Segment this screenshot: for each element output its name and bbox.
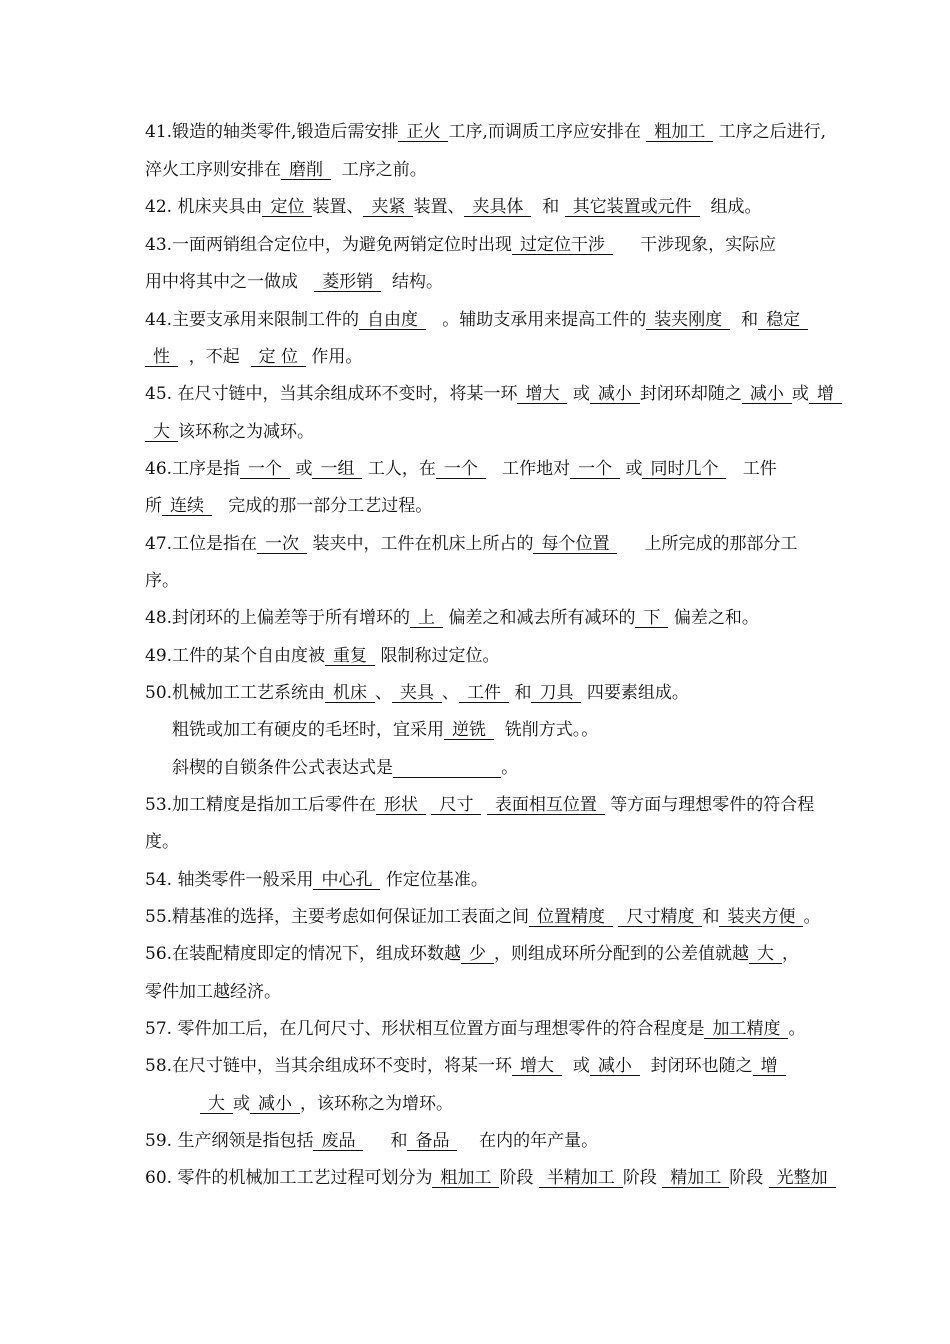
text-segment: 结构。 (381, 272, 444, 292)
text-segment: 工序,而调质工序应安排在 (448, 122, 647, 142)
fill-in-answer: 连续 (162, 497, 212, 516)
text-segment: 或 (290, 459, 313, 479)
text-line (145, 197, 761, 217)
text-line (145, 907, 820, 927)
fill-in-answer: 大 (145, 423, 178, 442)
text-segment: 封闭环却随之 (639, 384, 742, 404)
text-segment: 阶段 (729, 1168, 769, 1188)
text-line (145, 496, 432, 516)
text-line (145, 1019, 805, 1039)
text-segment: 60. 零件的机械加工工艺过程可划分为 (145, 1168, 433, 1188)
text-segment: 淬火工序则安排在 (145, 160, 281, 180)
text-segment: 或 (567, 384, 590, 404)
fill-in-answer: 重复 (325, 647, 375, 666)
fill-in-answer: 粗加工 (432, 1169, 499, 1188)
text-segment: 和 (531, 197, 565, 217)
fill-in-answer: 下 (635, 609, 668, 628)
text-segment: 。辅助支承用来提高工件的 (426, 310, 647, 330)
text-segment: 41.锻造的轴类零件,锻造后需安排 (145, 122, 399, 142)
blank-underline (393, 759, 501, 778)
text-segment: 装置、 (312, 197, 364, 217)
text-segment: 55.精基准的选择，主要考虑如何保证加工表面之间 (145, 907, 530, 927)
text-segment: 、 (375, 683, 393, 703)
text-line (145, 795, 814, 815)
fill-in-answer: 夹紧 (363, 198, 413, 217)
text-segment: 完成的那一部分工艺过程。 (212, 496, 433, 516)
text-line (145, 272, 443, 292)
fill-in-answer: 大 (200, 1095, 233, 1114)
fill-in-answer: 位置精度 (529, 908, 613, 927)
fill-in-answer: 一个 (240, 460, 290, 479)
text-segment: ，不起 (178, 347, 251, 367)
text-segment: 47.工位是指在 (145, 534, 258, 554)
text-segment: 56.在装配精度即定的情况下，组成环数越 (145, 944, 462, 964)
text-segment: 工作地对 (485, 459, 571, 479)
text-segment: 49.工件的某个自由度被 (145, 646, 326, 666)
text-line (145, 646, 499, 666)
text-segment: 上所完成的那部分工 (617, 534, 798, 554)
text-segment: 封闭环也随之 (639, 1056, 753, 1076)
fill-in-answer: 减小 (590, 385, 640, 404)
text-segment: 工序之后进行, (713, 122, 827, 142)
fill-in-answer: 一次 (257, 535, 307, 554)
fill-in-answer: 废品 (313, 1132, 363, 1151)
fill-in-answer: 定 位 (251, 348, 306, 367)
text-segment: 用中将其中之一做成 (145, 272, 315, 292)
text-segment: 43.一面两销组合定位中，为避免两销定位时出现 (145, 235, 513, 255)
fill-in-answer: 夹具体 (464, 198, 531, 217)
text-segment: 在内的年产量。 (457, 1131, 599, 1151)
fill-in-answer: 一组 (312, 460, 362, 479)
text-segment: 序。 (145, 571, 179, 591)
text-segment: 46.工序是指 (145, 459, 241, 479)
fill-in-answer: 同时几个 (642, 460, 726, 479)
fill-in-answer: 减小 (250, 1095, 300, 1114)
text-segment: 阶段 (499, 1168, 539, 1188)
fill-in-answer: 菱形销 (314, 273, 381, 292)
fill-in-answer: 稳定 (758, 311, 808, 330)
text-segment: 干涉现象，实际应 (613, 235, 777, 255)
text-segment: 斜楔的自锁条件公式表达式是 (172, 758, 393, 778)
text-segment: 限制称过定位。 (375, 646, 500, 666)
text-segment: 偏差之和。 (668, 608, 759, 628)
fill-in-answer: 增大 (517, 385, 567, 404)
text-segment: 。 (501, 758, 519, 778)
text-segment: 或 (233, 1094, 250, 1114)
text-segment: 零件加工越经济。 (145, 982, 281, 1002)
text-segment: 所 (145, 496, 162, 516)
text-segment: 59. 生产纲领是指包括 (145, 1131, 314, 1151)
fill-in-answer: 尺寸精度 (618, 908, 702, 927)
fill-in-answer: 少 (461, 945, 494, 964)
fill-in-answer: 性 (145, 348, 178, 367)
text-segment: 作用。 (306, 347, 363, 367)
text-segment: 度。 (145, 832, 179, 852)
fill-in-answer: 过定位干涉 (512, 236, 613, 255)
fill-in-answer: 定位 (262, 198, 312, 217)
text-line (172, 720, 598, 740)
fill-in-answer: 磨削 (281, 161, 331, 180)
text-line (145, 459, 777, 479)
text-line (145, 384, 842, 404)
text-line (145, 310, 808, 330)
fill-in-answer: 每个位置 (533, 535, 617, 554)
text-segment: 58.在尺寸链中，当其余组成环不变时，将某一环 (145, 1056, 513, 1076)
fill-in-answer: 中心孔 (313, 871, 380, 890)
text-segment: 、 (442, 683, 460, 703)
fill-in-answer: 一个 (436, 460, 486, 479)
fill-in-answer: 其它装置或元件 (565, 198, 700, 217)
text-segment: 45. 在尺寸链中，当其余组成环不变时，将某一环 (145, 384, 518, 404)
fill-in-answer: 形状 (376, 796, 426, 815)
text-segment: 50.机械加工工艺系统由 (145, 683, 326, 703)
text-line (145, 235, 776, 255)
text-segment: 装置、 (413, 197, 465, 217)
fill-in-answer: 逆铣 (444, 721, 494, 740)
text-segment: 阶段 (622, 1168, 663, 1188)
fill-in-answer: 增 (753, 1057, 786, 1076)
text-segment: 组成。 (699, 197, 762, 217)
fill-in-answer: 粗加工 (646, 123, 713, 142)
text-line (145, 571, 179, 591)
text-segment: 作定位基准。 (380, 870, 488, 890)
text-line (172, 758, 518, 778)
text-segment: 和 (363, 1131, 408, 1151)
text-line (145, 122, 826, 142)
fill-in-answer: 加工精度 (704, 1020, 788, 1039)
text-segment: 该环称之为减环。 (178, 422, 314, 442)
text-line (145, 982, 281, 1002)
text-segment: 和 (702, 907, 720, 927)
fill-in-answer: 装夹刚度 (646, 311, 730, 330)
text-segment: 工序之前。 (331, 160, 427, 180)
text-segment: 偏差之和减去所有减环的 (443, 608, 636, 628)
text-line (145, 608, 759, 628)
fill-in-answer: 大 (749, 945, 782, 964)
text-segment: 四要素组成。 (581, 683, 689, 703)
fill-in-answer: 正火 (398, 123, 448, 142)
fill-in-answer: 装夹方便 (719, 908, 803, 927)
fill-in-answer: 上 (410, 609, 443, 628)
text-line (145, 1131, 598, 1151)
text-segment: 装夹中，工件在机床上所占的 (307, 534, 534, 554)
fill-in-answer: 精加工 (662, 1169, 729, 1188)
text-segment: 57. 零件加工后，在几何尺寸、形状相互位置方面与理想零件的符合程度是 (145, 1019, 705, 1039)
fill-in-answer: 一个 (570, 460, 620, 479)
text-line (200, 1094, 453, 1114)
fill-in-answer: 机床 (325, 684, 375, 703)
text-segment: 或 (791, 384, 809, 404)
text-segment: 工件 (726, 459, 777, 479)
text-segment: 48.封闭环的上偏差等于所有增环的 (145, 608, 411, 628)
text-segment: ，该环称之为增环。 (300, 1094, 453, 1114)
text-segment: 。 (788, 1019, 806, 1039)
text-segment: 粗铣或加工有硬皮的毛坯时，宜采用 (172, 720, 444, 740)
fill-in-answer: 光整加 (769, 1169, 836, 1188)
text-segment: 。 (803, 907, 821, 927)
text-line (145, 832, 179, 852)
text-line (145, 534, 797, 554)
text-line (145, 422, 314, 442)
fill-in-answer: 自由度 (359, 311, 426, 330)
fill-in-answer: 表面相互位置 (487, 796, 605, 815)
text-line (145, 160, 427, 180)
text-line (145, 1168, 836, 1188)
fill-in-answer: 增 (809, 385, 842, 404)
fill-in-answer: 备品 (407, 1132, 457, 1151)
fill-in-answer: 减小 (742, 385, 792, 404)
text-segment: 42. 机床夹具由 (145, 197, 263, 217)
fill-in-answer: 尺寸 (431, 796, 481, 815)
text-line (145, 347, 362, 367)
text-segment: 和 (730, 310, 759, 330)
text-segment: ， (782, 944, 800, 964)
fill-in-answer: 减小 (590, 1057, 640, 1076)
text-segment: 或 (562, 1056, 590, 1076)
text-segment: 和 (509, 683, 532, 703)
text-segment: 44.主要支承用来限制工件的 (145, 310, 360, 330)
text-line (145, 683, 689, 703)
text-line (145, 944, 799, 964)
text-segment: ，则组成环所分配到的公差值就越 (494, 944, 750, 964)
text-line (145, 1056, 786, 1076)
fill-in-answer: 夹具 (392, 684, 442, 703)
text-segment: 工人，在 (362, 459, 436, 479)
fill-in-answer: 工件 (459, 684, 509, 703)
fill-in-answer: 增大 (512, 1057, 562, 1076)
text-segment: 等方面与理想零件的符合程 (604, 795, 815, 815)
text-segment: 53.加工精度是指加工后零件在 (145, 795, 377, 815)
text-line (145, 870, 488, 890)
text-segment: 铣削方式。。 (494, 720, 599, 740)
text-segment: 54. 轴类零件一般采用 (145, 870, 314, 890)
text-segment: 或 (620, 459, 643, 479)
fill-in-answer: 刀具 (531, 684, 581, 703)
fill-in-answer: 半精加工 (539, 1169, 623, 1188)
